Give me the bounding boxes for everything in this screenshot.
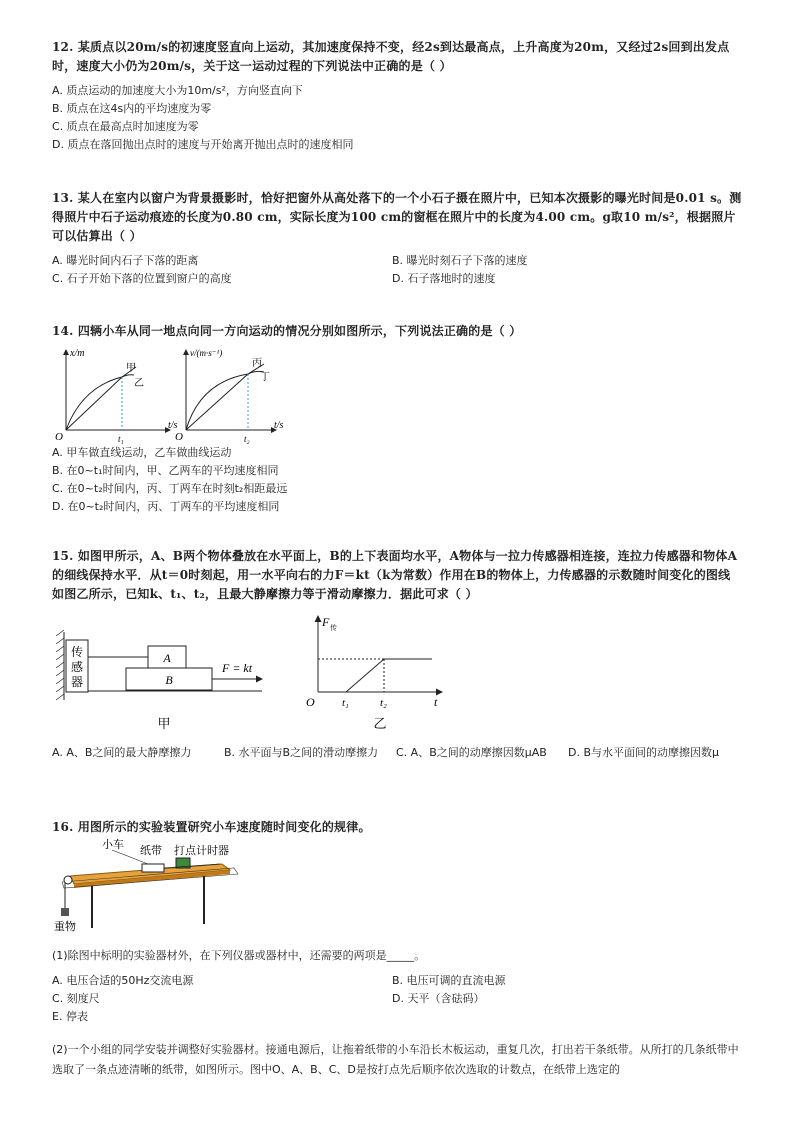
graph2-t2: t₂ — [244, 434, 250, 444]
graph1-origin: O — [55, 431, 63, 443]
fig2-t1: t₁ — [342, 697, 349, 709]
q13-option-a: A. 曝光时间内石子下落的距离 — [52, 254, 199, 267]
question-16 — [52, 818, 742, 837]
q12-option-a: A. 质点运动的加速度大小为10m/s²，方向竖直向下 — [52, 84, 303, 97]
fig2-origin: O — [306, 695, 315, 709]
label-tape: 纸带 — [140, 845, 162, 857]
question-15-stem: 15. 如图甲所示，A、B两个物体叠放在水平面上，B的上下表面均水平，A物体与一拉力传感器相连接，连拉力传感器和物体A的细线保持水平．从t＝0时刻起，用一水平向右的力F＝kt（k为常数）作用在B的物体上，力传感器的示数随时间变化的图线如图乙所示，已知k、t₁、t₂，且最大静摩擦力等于滑动摩擦力．据此可求（ ） — [52, 549, 738, 601]
wall — [56, 630, 64, 700]
q16-part1 — [52, 946, 742, 1026]
q12-option-b: B. 质点在这4s内的平均速度为零 — [52, 102, 212, 115]
q14-option-a: A. 甲车做直线运动，乙车做曲线运动 — [52, 446, 232, 459]
question-12 — [52, 38, 742, 154]
weight — [61, 908, 69, 916]
q16-part2 — [52, 1040, 742, 1080]
fig2-ramp — [346, 659, 384, 692]
question-12-stem: 12. 某质点以20m/s的初速度竖直向上运动，其加速度保持不变，经2s到达最高点，上升高度为20m，又经过2s回到出发点时，速度大小仍为20m/s，关于这一运动过程的下列说法中正确的是（ ） — [52, 40, 730, 73]
graph1-label-yi: 乙 — [134, 378, 144, 389]
question-13-stem: 13. 某人在室内以窗户为背景摄影时，恰好把窗外从高处落下的一个小石子摄在照片中，已知本次摄影的曝光时间是0.01 s。测得照片中石子运动痕迹的长度为0.80 cm，实际长度为100 cm的窗框在照片中的长度为4.00 cm。g取10 m/s²，根据照片可以估算出（ ） — [52, 191, 742, 243]
caption-jia: 甲 — [157, 716, 171, 731]
q12-option-d: D. 质点在落回抛出点时的速度与开始离开抛出点时的速度相同 — [52, 138, 354, 151]
graph1-line-jia — [66, 377, 122, 430]
graph2-line-ding — [186, 374, 248, 430]
q15-option-a: A. A、B之间的最大静摩擦力 — [52, 746, 192, 759]
q16-part2-text: (2)一个小组的同学安装并调整好实验器材。接通电源后，让拖着纸带的小车沿长木板运动，重复几次，打出若干条纸带。从所打的几条纸带中选取了一条点迹清晰的纸带，如图所示。图中O、A、B、C、D是按打点先后顺序依次选取的计数点，在纸带上选定的 — [52, 1043, 739, 1076]
question-14-stem: 14. 四辆小车从同一地点向同一方向运动的情况分别如图所示，下列说法正确的是（ ） — [52, 324, 522, 338]
car — [142, 864, 164, 872]
caption-yi: 乙 — [373, 716, 387, 731]
label-weight: 重物 — [54, 921, 76, 933]
question-13 — [52, 189, 742, 288]
graph1-curve-ext — [122, 375, 134, 377]
q13-option-c: C. 石子开始下落的位置到窗户的高度 — [52, 272, 232, 285]
q16-option-a: A. 电压合适的50Hz交流电源 — [52, 974, 194, 987]
sensor-label-1: 传 — [70, 645, 84, 659]
q14-options — [52, 444, 742, 516]
q14-graph-xt — [52, 342, 282, 442]
label-car: 小车 — [102, 839, 124, 851]
graph2-label-bing: 丙 — [252, 358, 262, 369]
q16-apparatus — [52, 836, 262, 936]
fig2-ysub: 传 — [330, 624, 337, 632]
graph2-origin: O — [175, 431, 183, 443]
q16-part1-text: (1)除图中标明的实验器材外，在下列仪器或器材中，还需要的两项是_____。 — [52, 949, 426, 962]
q13-option-b: B. 曝光时刻石子下落的速度 — [392, 254, 528, 267]
q14-option-b: B. 在0~t₁时间内，甲、乙两车的平均速度相同 — [52, 464, 279, 477]
force-label: F = kt — [222, 661, 253, 675]
q16-option-c: C. 刻度尺 — [52, 992, 100, 1005]
graph2-ylabel: v/(m·s⁻¹) — [190, 348, 223, 358]
question-15 — [52, 547, 742, 604]
graph1-t1: t₁ — [118, 434, 124, 444]
q16-option-e: E. 停表 — [52, 1010, 88, 1023]
question-14 — [52, 322, 742, 341]
graph1-label-jia: 甲 — [126, 363, 136, 374]
graph1-xlabel: t/s — [168, 420, 178, 431]
q16-option-b: B. 电压可调的直流电源 — [392, 974, 506, 987]
block-b-label: B — [165, 673, 173, 687]
fig2-ylabel: F — [322, 615, 330, 629]
q15-options — [52, 744, 742, 761]
q12-option-c: C. 质点在最高点时加速度为零 — [52, 120, 199, 133]
sensor-label-3: 器 — [70, 675, 84, 689]
q15-option-b: B. 水平面与B之间的滑动摩擦力 — [224, 746, 379, 759]
graph2-label-ding: 丁 — [260, 372, 270, 383]
q15-option-c: C. A、B之间的动摩擦因数μAB — [396, 746, 547, 759]
graph1-ylabel: x/m — [70, 348, 85, 359]
q14-option-d: D. 在0~t₂时间内，丙、丁两车的平均速度相同 — [52, 500, 280, 513]
fig2-t2: t₂ — [380, 697, 387, 709]
sensor-label-2: 感 — [70, 660, 84, 674]
q14-option-c: C. 在0~t₂时间内，丙、丁两车在时刻t₂相距最远 — [52, 482, 288, 495]
graph2-xlabel: t/s — [274, 420, 284, 431]
q16-option-d: D. 天平（含砝码） — [392, 992, 485, 1005]
label-timer: 打点计时器 — [174, 845, 229, 857]
q15-figures — [52, 612, 472, 740]
fig2-t: t — [434, 695, 438, 709]
block-a-label: A — [163, 651, 171, 665]
q13-option-d: D. 石子落地时的速度 — [392, 272, 496, 285]
q15-option-d: D. B与水平面间的动摩擦因数μ — [568, 746, 720, 759]
question-16-stem: 16. 用图所示的实验装置研究小车速度随时间变化的规律。 — [52, 820, 371, 834]
